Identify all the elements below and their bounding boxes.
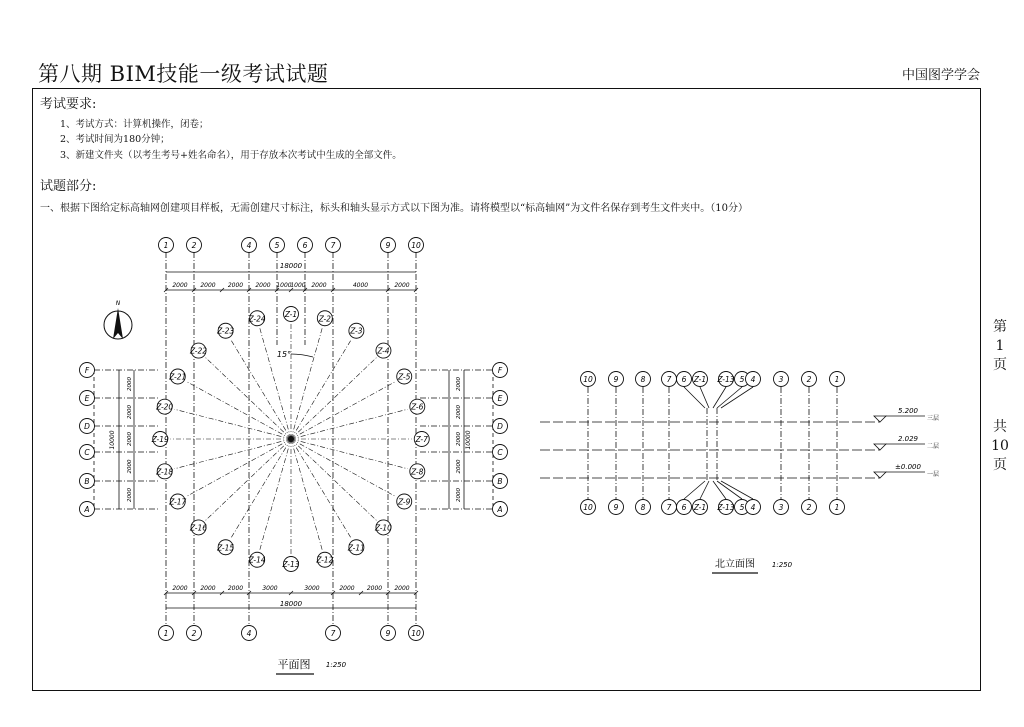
level-marker	[874, 444, 886, 450]
plan-right-row-bubble-label: A	[497, 505, 503, 514]
dim-value-bottom: 2000	[339, 585, 355, 592]
dim-value-right: 2000	[456, 377, 462, 391]
plan-top-axis-bubble-label: 9	[385, 241, 391, 250]
radial-axis-bubble-label: Z-15	[217, 543, 235, 553]
radial-axis-bubble-label: Z-9	[398, 497, 411, 507]
elev-top-axis-bubble-label: 4	[750, 375, 756, 384]
organization-name: 中国图学学会	[901, 68, 980, 83]
elev-bottom-axis-bubble-label: 2	[806, 503, 812, 512]
dim-value-top: 2000	[311, 282, 327, 289]
plan-bottom-axis-bubble-label: 1	[163, 629, 169, 638]
elev-top-axis-bubble-label: 8	[640, 375, 646, 384]
dim-total-top: 18000	[279, 262, 303, 270]
elev-bottom-axis-bubble-label: 3	[778, 503, 784, 512]
level-marker	[874, 472, 886, 478]
elev-bottom-axis-bubble-label: 9	[613, 503, 619, 512]
dim-value-bottom: 2000	[394, 585, 410, 592]
plan-bottom-axis-bubble-label: 4	[246, 629, 252, 638]
radial-axis-bubble-label: Z-20	[156, 402, 174, 412]
radial-axis-line	[231, 439, 291, 539]
angle-arc	[291, 354, 313, 357]
elev-top-axis-bubble-label: Z-1	[693, 375, 707, 384]
plan-top-axis-bubble-label: 1	[163, 241, 169, 250]
radial-axis-line	[291, 409, 408, 439]
requirements-heading: 考试要求:	[40, 97, 97, 112]
elev-top-axis-bubble-label: 6	[681, 375, 687, 384]
radial-axis-bubble-label: Z-13	[282, 560, 300, 569]
level-value: 2.029	[897, 435, 919, 443]
dim-total-right: 10000	[465, 430, 472, 450]
questions-heading: 试题部分:	[40, 179, 97, 194]
dim-value-bottom: 3000	[262, 585, 278, 592]
radial-axis-bubble-label: Z-3	[350, 326, 363, 336]
plan-right-row-bubble-label: E	[497, 394, 503, 403]
dim-value-left: 2000	[127, 432, 133, 446]
dim-value-bottom: 2000	[366, 585, 383, 592]
radial-axis-line	[206, 358, 291, 439]
dim-value-top: 2000	[227, 282, 244, 289]
elev-axis-line	[713, 387, 726, 408]
dim-value-left: 2000	[127, 377, 133, 391]
radial-axis-line	[291, 382, 396, 440]
dim-value-bottom: 2000	[172, 585, 188, 592]
radial-axis-line	[260, 328, 291, 439]
radial-axis-bubble-label: Z-2	[318, 314, 331, 324]
dim-value-top: 2000	[255, 282, 271, 289]
radial-axis-line	[291, 439, 351, 539]
total-char: 共	[993, 419, 1007, 435]
radial-axis-line	[260, 439, 291, 550]
radial-axis-bubble-label: Z-7	[415, 435, 428, 444]
elev-bottom-axis-bubble-label: Z-1	[693, 503, 707, 512]
plan-bottom-axis-bubble-label: 7	[330, 629, 336, 638]
requirement-item: 1、考试方式：计算机操作，闭卷；	[60, 119, 209, 130]
plan-right-row-bubble-label: C	[497, 448, 503, 457]
radial-axis-bubble-label: Z-23	[217, 326, 235, 336]
radial-axis-line	[174, 439, 291, 469]
elev-bottom-axis-bubble-label: 4	[750, 503, 756, 512]
dim-value-bottom: 2000	[227, 585, 244, 592]
total-char: 页	[993, 457, 1007, 473]
elev-bottom-axis-bubble-label: 7	[666, 503, 672, 512]
plan-bottom-axis-bubble-label: 2	[191, 629, 197, 638]
elev-axis-line	[717, 481, 742, 499]
elev-bottom-axis-bubble-label: 8	[640, 503, 646, 512]
dim-value-top: 1000	[276, 282, 292, 289]
elev-scale: 1:250	[771, 561, 793, 569]
plan-right-row-bubble-label: D	[497, 422, 503, 431]
elev-axis-line	[721, 387, 753, 408]
radial-axis-bubble-label: Z-14	[248, 555, 266, 565]
plan-bottom-axis-bubble-label: 10	[411, 629, 421, 638]
elev-top-axis-bubble-label: Z-13	[717, 375, 735, 384]
elev-top-axis-bubble-label: 5	[739, 375, 745, 384]
level-value: ±0.000	[895, 463, 921, 471]
elev-top-axis-bubble-label: 7	[666, 375, 672, 384]
plan-caption: 平面图	[277, 658, 311, 671]
requirement-item: 2、考试时间为180分钟；	[60, 134, 170, 145]
dim-value-bottom: 3000	[304, 585, 320, 592]
north-elevation-view	[540, 372, 939, 574]
angle-label: 15°	[276, 350, 292, 359]
plan-view	[80, 238, 508, 675]
dim-value-right: 2000	[456, 405, 462, 419]
level-name: 二层	[926, 443, 940, 450]
radial-axis-bubble-label: Z-5	[398, 372, 411, 382]
dim-total-left: 10000	[109, 430, 116, 450]
page-char: 页	[993, 357, 1007, 373]
radial-axis-line	[291, 328, 322, 439]
elev-bottom-axis-bubble-label: 10	[583, 503, 593, 512]
radial-axis-bubble-label: Z-17	[169, 497, 187, 507]
radial-axis-bubble-label: Z-16	[190, 523, 208, 533]
plan-scale: 1:250	[325, 661, 347, 669]
level-name: 一层	[926, 471, 940, 478]
radial-axis-bubble-label: Z-18	[156, 467, 174, 477]
radial-axis-line	[186, 382, 291, 440]
radial-axis-bubble-label: Z-24	[248, 314, 266, 324]
elev-bottom-axis-bubble-label: 1	[834, 503, 840, 512]
radial-axis-bubble-label: Z-19	[151, 435, 169, 444]
elev-axis-line	[717, 387, 742, 408]
radial-axis-line	[291, 358, 376, 439]
elev-top-axis-bubble-label: 2	[806, 375, 812, 384]
plan-left-row-bubble-label: B	[84, 477, 90, 486]
dim-value-top: 1000	[290, 282, 306, 289]
dim-value-top: 2000	[200, 282, 216, 289]
plan-left-row-bubble-label: A	[84, 505, 90, 514]
elev-top-axis-bubble-label: 10	[583, 375, 593, 384]
radial-axis-line	[206, 439, 291, 520]
radial-axis-bubble-label: Z-6	[411, 402, 424, 412]
requirement-item: 3、新建文件夹（以考生考号+姓名命名），用于存放本次考试中生成的全部文件。	[60, 150, 402, 161]
level-name: 三层	[926, 415, 940, 422]
radial-axis-bubble-label: Z-8	[411, 467, 424, 477]
exam-title: 第八期 BIM技能一级考试试题	[38, 62, 329, 86]
dim-value-left: 2000	[127, 488, 133, 502]
plan-left-row-bubble-label: D	[84, 422, 90, 431]
dim-value-top: 2000	[172, 282, 188, 289]
dim-value-left: 2000	[127, 405, 133, 419]
total-char: 10	[991, 438, 1009, 454]
plan-top-axis-bubble-label: 6	[302, 241, 308, 250]
elev-top-axis-bubble-label: 9	[613, 375, 619, 384]
dim-value-left: 2000	[127, 459, 133, 474]
radial-axis-bubble-label: Z-22	[190, 346, 208, 356]
elev-axis-line	[684, 481, 705, 499]
plan-right-row-bubble-label: B	[497, 477, 503, 486]
radial-axis-line	[291, 439, 376, 520]
page-char: 1	[995, 338, 1005, 354]
radial-axis-bubble-label: Z-10	[374, 523, 392, 533]
level-marker	[874, 416, 886, 422]
plan-top-axis-bubble-label: 4	[246, 241, 252, 250]
plan-bottom-axis-bubble-label: 9	[385, 629, 391, 638]
plan-top-axis-bubble-label: 7	[330, 241, 336, 250]
radial-axis-bubble-label: Z-11	[347, 543, 365, 553]
radial-axis-line	[186, 439, 291, 497]
plan-top-axis-bubble-label: 2	[191, 241, 197, 250]
elev-top-axis-bubble-label: 3	[778, 375, 784, 384]
dim-value-right: 2000	[456, 459, 462, 474]
plan-right-row-bubble-label: F	[497, 366, 503, 375]
page-char: 第	[993, 319, 1007, 335]
dim-value-bottom: 2000	[200, 585, 216, 592]
question-1-text: 一、根据下图给定标高轴网创建项目样板，无需创建尺寸标注，标头和轴头显示方式以下图为准。请将模型以“标高轴网”为文件名保存到考生文件夹中。（10分）	[40, 203, 748, 214]
elev-axis-line	[713, 481, 726, 499]
radial-center	[288, 436, 294, 442]
elev-caption: 北立面图	[715, 559, 755, 570]
elev-axis-line	[684, 387, 705, 408]
plan-top-axis-bubble-label: 10	[411, 241, 421, 250]
plan-left-row-bubble-label: E	[84, 394, 90, 403]
elev-axis-line	[721, 481, 753, 499]
dim-value-top: 4000	[352, 282, 369, 289]
radial-axis-bubble-label: Z-1	[284, 310, 298, 319]
elev-bottom-axis-bubble-label: 6	[681, 503, 687, 512]
plan-top-axis-bubble-label: 5	[274, 241, 280, 250]
dim-value-top: 2000	[394, 282, 410, 289]
radial-axis-bubble-label: Z-12	[316, 555, 334, 565]
elev-top-axis-bubble-label: 1	[834, 375, 840, 384]
dim-value-right: 2000	[456, 488, 462, 502]
level-value: 5.200	[897, 407, 919, 415]
dim-value-right: 2000	[456, 432, 462, 446]
dim-total-bottom: 18000	[279, 600, 303, 608]
north-label: N	[115, 300, 121, 307]
radial-axis-line	[291, 439, 322, 550]
radial-axis-bubble-label: Z-4	[377, 346, 390, 356]
plan-left-row-bubble-label: C	[84, 448, 90, 457]
elev-bottom-axis-bubble-label: 5	[739, 503, 745, 512]
plan-left-row-bubble-label: F	[84, 366, 90, 375]
elev-bottom-axis-bubble-label: Z-13	[717, 503, 735, 512]
radial-axis-line	[174, 409, 291, 439]
radial-axis-bubble-label: Z-21	[169, 372, 187, 382]
radial-axis-line	[291, 439, 396, 497]
radial-axis-line	[291, 439, 408, 469]
